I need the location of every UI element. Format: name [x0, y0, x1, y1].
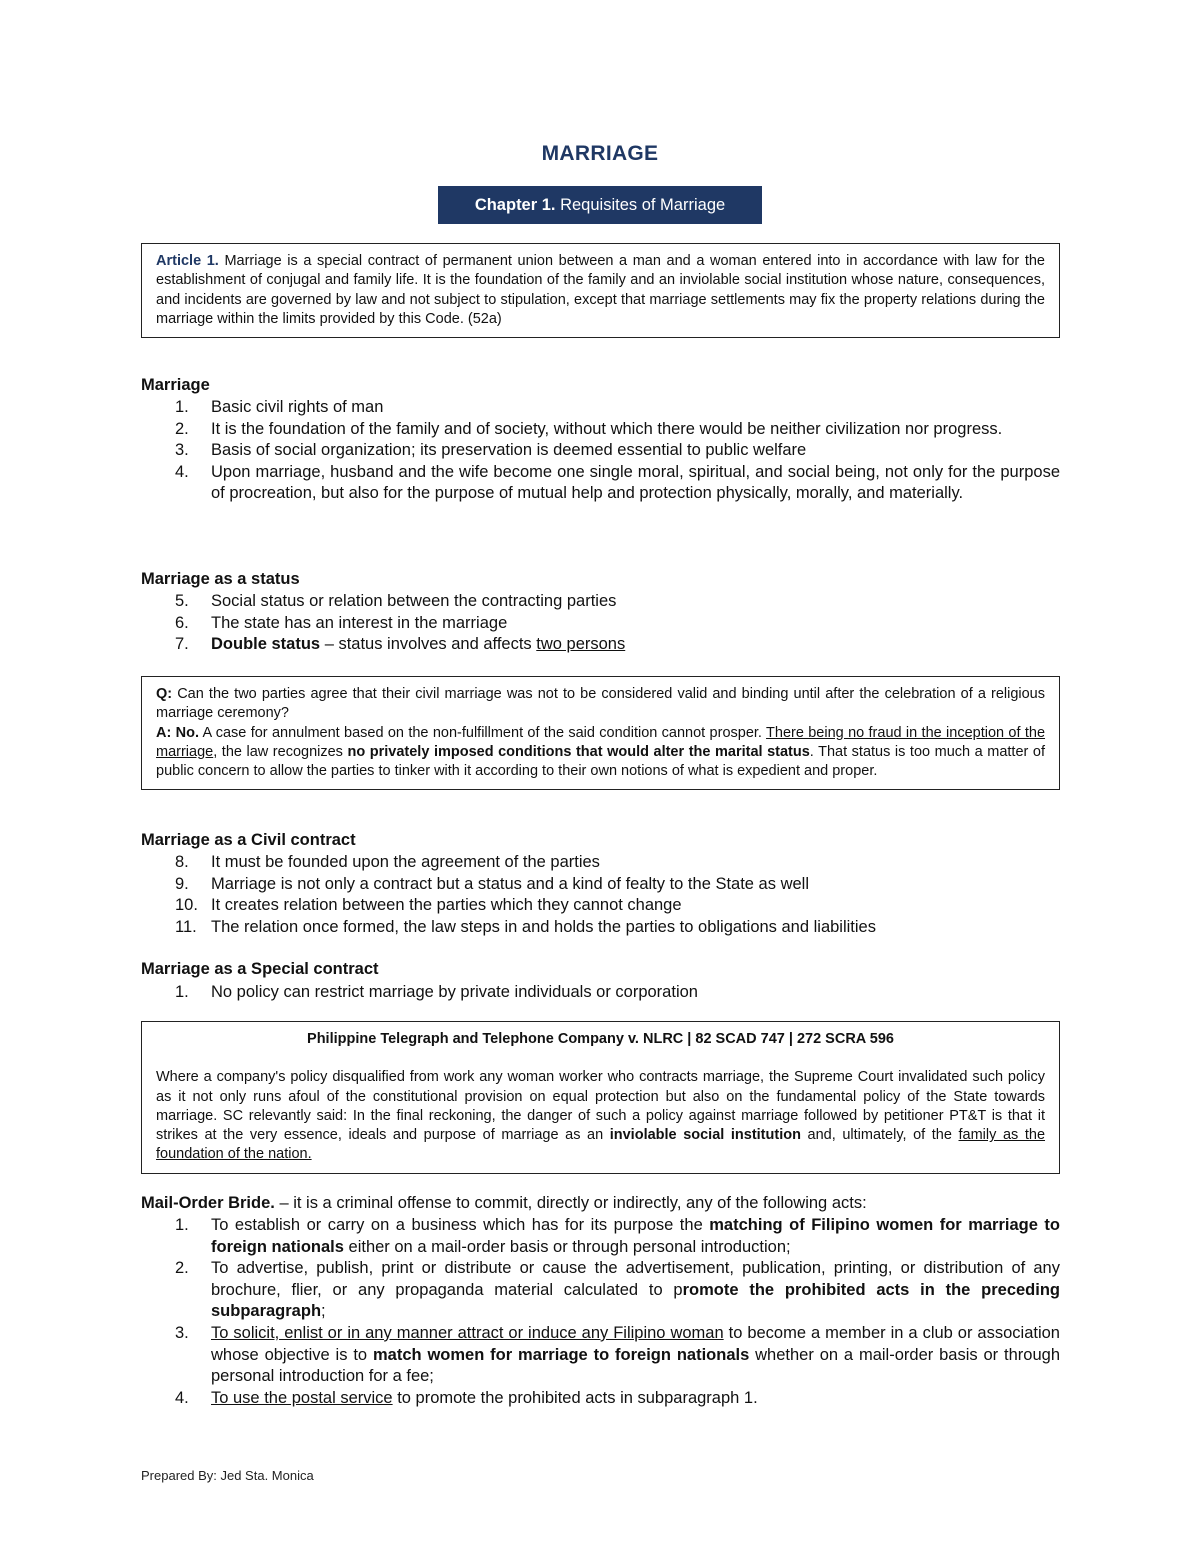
list-item: 4. To use the postal service to promote the prohibited acts in subparagraph 1. — [175, 1388, 758, 1407]
list-item: 9. Marriage is not only a contract but a status and a kind of fealty to the State as well — [175, 874, 809, 893]
list-item: 2. It is the foundation of the family and of society, without which there would be neither civilization nor progress. — [175, 419, 1003, 438]
article-label: Article 1. — [156, 253, 219, 269]
list-item: 2. To advertise, publish, print or distribute or cause the advertisement, publication, printing, or distribution of any brochure, flier, or any propaganda material calculated to promote the prohibited acts in the preceding subparagraph; — [175, 1259, 1060, 1321]
list-item: 7. Double status – status involves and affects two persons — [175, 635, 626, 654]
footer-prepared-by: Prepared By: Jed Sta. Monica — [141, 1468, 314, 1483]
article-1-box — [141, 243, 1060, 338]
section-heading-civil: Marriage as a Civil contract — [141, 831, 356, 849]
section-heading-status: Marriage as a status — [141, 570, 300, 588]
mail-order-heading: Mail-Order Bride. — [141, 1194, 275, 1212]
chapter-label: Chapter 1. — [474, 195, 556, 214]
list-item: 11. The relation once formed, the law steps in and holds the parties to obligations and liabilities — [175, 917, 876, 936]
question-text: Can the two parties agree that their civil marriage was not to be considered valid and binding until after the celebration of a religious marriage ceremony? — [156, 686, 1045, 722]
page-title: MARRIAGE — [541, 142, 659, 165]
list-item: 1. No policy can restrict marriage by private individuals or corporation — [175, 983, 698, 1001]
answer-label: A: No. — [156, 724, 199, 741]
marriage-list — [141, 397, 1060, 505]
mail-order-intro: Mail-Order Bride. – it is a criminal offense to commit, directly or indirectly, any of the following acts: — [141, 1194, 867, 1212]
chapter-name: Requisites of Marriage — [560, 195, 726, 214]
civil-list — [141, 852, 1060, 938]
case-title: Philippine Telegraph and Telephone Company v. NLRC | 82 SCAD 747 | 272 SCRA 596 — [307, 1031, 894, 1047]
special-list — [141, 982, 1060, 1004]
list-item: 1. Basic civil rights of man — [175, 398, 384, 416]
qa-box: Q: Can the two parties agree that their civil marriage was not to be considered valid and binding until after the celebration of a religious marriage ceremony? A: No. A case for annulment based on the non-fulfillment of the said condition cannot prosper. There being no fraud in the inception of the marriage, the law recognizes no privately imposed conditions that would alter the marital status. That status is too much a matter of public concern to allow the parties to tinker with it according to their own notions of what is expedient and proper. — [141, 676, 1060, 790]
list-item: 4. Upon marriage, husband and the wife become one single moral, spiritual, and social being, not only for the purpose of procreation, but also for the purpose of mutual help and protection physically, morally, and materially. — [175, 462, 1060, 503]
list-item: 1. To establish or carry on a business which has for its purpose the matching of Filipino women for marriage to foreign nationals either on a mail-order basis or through personal introduction; — [175, 1216, 1060, 1256]
status-list — [141, 591, 1060, 656]
question-label: Q: — [156, 686, 173, 702]
list-item: 6. The state has an interest in the marriage — [175, 613, 508, 632]
list-item: 10. It creates relation between the parties which they cannot change — [175, 896, 682, 915]
section-heading-special: Marriage as a Special contract — [141, 960, 379, 978]
list-item: 3. Basis of social organization; its preservation is deemed essential to public welfare — [175, 441, 807, 460]
list-item: 8. It must be founded upon the agreement of the parties — [175, 853, 600, 871]
mail-order-list — [141, 1215, 1060, 1409]
article-text: Marriage is a special contract of permanent union between a man and a woman entered into in accordance with law for the establishment of conjugal and family life. It is the foundation of the family and an inviolable social institution whose nature, consequences, and incidents are governed by law and not subject to stipulation, except that marriage settlements may fix the property relations during the marriage within the limits provided by this Code. (52a) — [156, 253, 1045, 327]
list-item: 3. To solicit, enlist or in any manner attract or induce any Filipino woman to become a member in a club or association whose objective is to match women for marriage to foreign nationals whether on a mail-order basis or through personal introduction for a fee; — [175, 1323, 1060, 1386]
case-box: Philippine Telegraph and Telephone Company v. NLRC | 82 SCAD 747 | 272 SCRA 596 Where a company's policy disqualified from work any woman worker who contracts marriage, the Supreme Court invalidated such policy as it not only runs afoul of the constitutional provision on equal protection but also on the fundamental policy of the State towards marriage. SC relevantly said: In the final reckoning, the danger of such a policy against marriage followed by petitioner PT&T is that it strikes at the very essence, ideals and purpose of marriage as an inviolable social institution and, ultimately, of the family as the foundation of the nation. — [141, 1021, 1060, 1174]
chapter-banner — [438, 186, 762, 224]
list-item: 5. Social status or relation between the contracting parties — [175, 592, 617, 610]
section-heading-marriage: Marriage — [141, 376, 210, 394]
